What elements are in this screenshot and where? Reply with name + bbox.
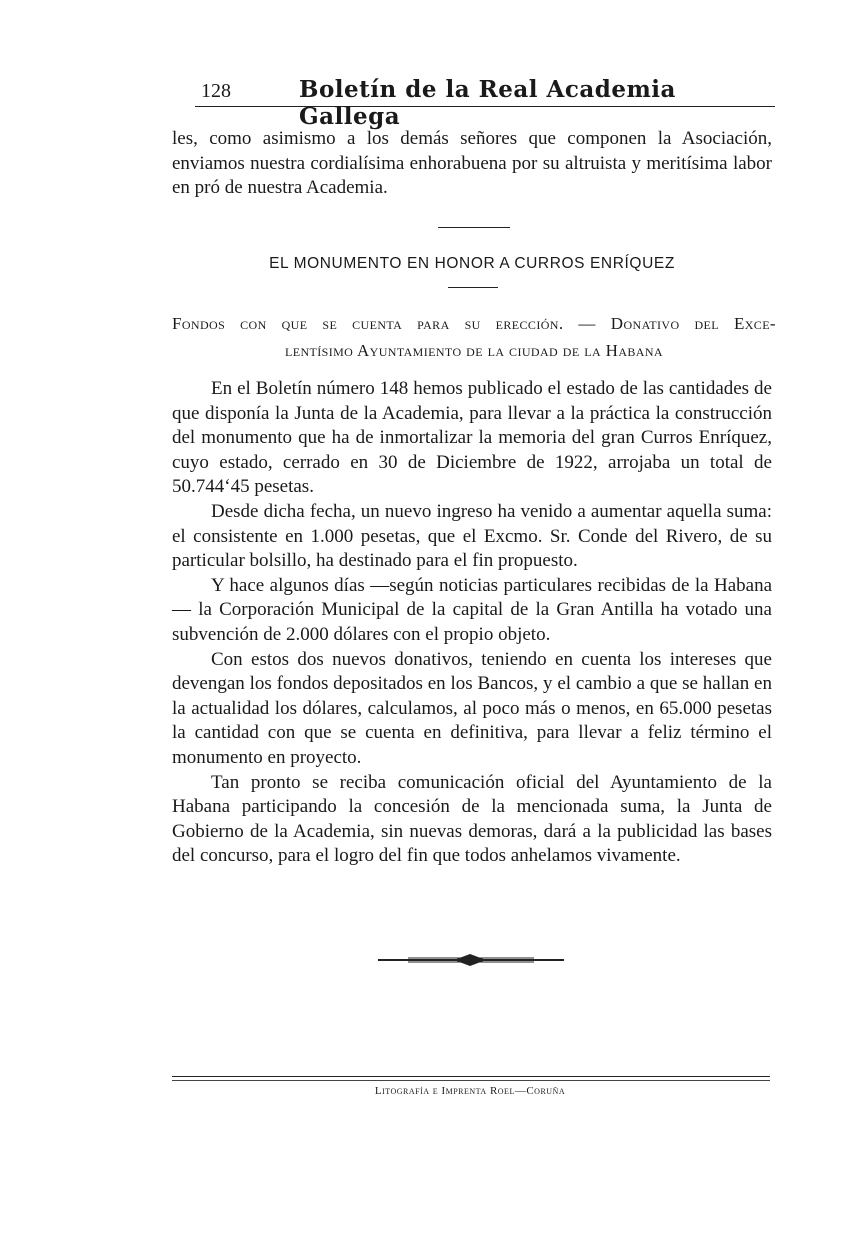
subtitle-line-2: lentísimo Ayuntamiento de la ciudad de la Habana xyxy=(284,341,663,360)
paragraph: Desde dicha fecha, un nuevo ingreso ha venido a aumentar aquella suma: el consistente en 1.000 pesetas, que el Excmo. Sr. Conde del Rivero, de su particular bolsillo, ha destinado para el fin propuesto. xyxy=(172,500,772,572)
article-body xyxy=(172,377,772,869)
page-number: 128 xyxy=(201,80,231,102)
paragraph: Tan pronto se reciba comunicación oficial del Ayuntamiento de la Habana participando la concesión de la mencionada suma, la Junta de Gobierno de la Academia, sin nuevas demoras, dará a la publicidad las bases del concurso, para el logro del fin que todos anhelamos vivamente. xyxy=(172,771,772,867)
section-divider-top xyxy=(438,227,510,228)
running-title: Boletín de la Real Academia Gallega xyxy=(299,76,676,130)
page-header xyxy=(195,76,775,130)
paragraph: Y hace algunos días —según noticias particulares recibidas de la Habana— la Corporación Municipal de la capital de la Gran Antilla ha votado una subvención de 2.000 dólares con el propio objeto. xyxy=(172,574,772,645)
section-heading: EL MONUMENTO EN HONOR A CURROS ENRÍQUEZ xyxy=(269,255,675,272)
paragraph: Con estos dos nuevos donativos, teniendo en cuenta los intereses que devengan los fondos depositados en los Bancos, y el cambio a que se hallan en la actualidad los dólares, calculamos, al poco más o menos, en 65.000 pesetas la cantidad con que se cuenta en definitiva, para llevar a feliz término el monumento en proyecto. xyxy=(172,648,772,768)
section-subtitle xyxy=(172,310,776,364)
paragraph: En el Boletín número 148 hemos publicado el estado de las cantidades de que disponía la Junta de la Academia, para llevar a la práctica la construcción del monumento que ha de inmortalizar la memoria del gran Curros Enríquez, cuyo estado, cerrado en 30 de Diciembre de 1922, arrojaba un total de 50.744‘45 pesetas. xyxy=(172,378,772,498)
footer-rule-thin xyxy=(172,1080,770,1081)
intro-paragraph: les, como asimismo a los demás señores que componen la Asociación, enviamos nuestra cordialísima enhorabuena por su altruista y meritísima labor en pró de nuestra Academia. xyxy=(172,128,772,199)
footer-rule xyxy=(172,1076,770,1077)
section-divider-bottom xyxy=(448,287,498,288)
end-ornament xyxy=(378,950,564,970)
intro-text xyxy=(172,127,772,201)
subtitle-line-1: Fondos con que se cuenta para su erección. — Donativo del Exce- xyxy=(172,314,776,333)
printer-imprint: Litografía e Imprenta Roel—Coruña xyxy=(374,1085,566,1097)
